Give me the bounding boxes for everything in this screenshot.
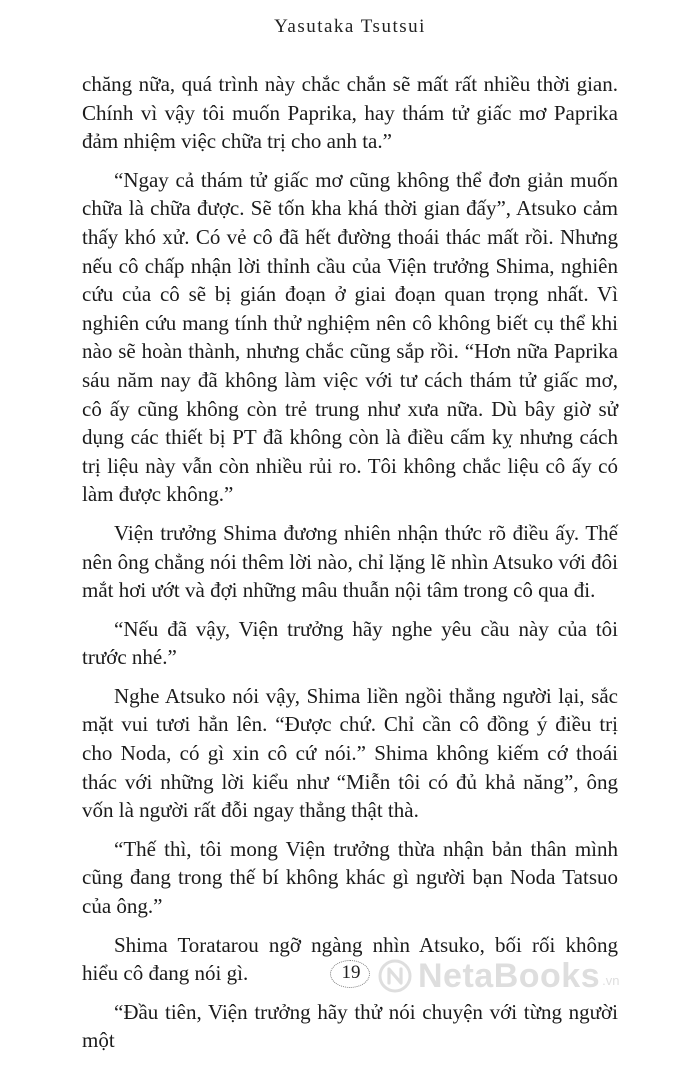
page-number: 19	[341, 962, 361, 983]
running-header: Yasutaka Tsutsui	[274, 16, 426, 37]
paragraph: Viện trưởng Shima đương nhiên nhận thức rõ điều ấy. Thế nên ông chẳng nói thêm lời nào, chỉ lặng lẽ nhìn Atsuko với đôi mắt hơi ướt và đợi những mâu thuẫn nội tâm trong cô qua đi.	[82, 520, 618, 603]
paragraph: “Đầu tiên, Viện trưởng hãy thử nói chuyện với từng người một	[82, 999, 618, 1053]
page-body	[82, 70, 618, 1065]
paragraph: chăng nữa, quá trình này chắc chắn sẽ mất rất nhiều thời gian. Chính vì vậy tôi muốn Paprika, hay thám tử giấc mơ Paprika đảm nhiệm việc chữa trị cho anh ta.”	[82, 72, 618, 154]
paragraph: “Thế thì, tôi mong Viện trưởng thừa nhận bản thân mình cũng đang trong thế bí không khác gì người bạn Noda Tatsuo của ông.”	[82, 836, 618, 919]
paragraph: Shima Toratarou ngỡ ngàng nhìn Atsuko, bối rối không hiểu cô đang nói gì.	[82, 932, 618, 986]
watermark-brand: NetaBooks	[418, 956, 601, 995]
paragraph: “Ngay cả thám tử giấc mơ cũng không thể đơn giản muốn chữa là chữa được. Sẽ tốn kha khá thời gian đấy”, Atsuko cảm thấy khó xử. Có vẻ cô đã hết đường thoái thác mất rồi. Nhưng nếu cô chấp nhận lời thỉnh cầu của Viện trưởng Shima, nghiên cứu của cô sẽ bị gián đoạn ở giai đoạn quan trọng nhất. Vì nghiên cứu mang tính thử nghiệm nên cô không biết cụ thể khi nào sẽ hoàn thành, nhưng chắc cũng sắp rồi. “Hơn nữa Paprika sáu năm nay đã không làm việc với tư cách thám tử giấc mơ, cô ấy cũng không còn trẻ trung như xưa nữa. Dù bây giờ sử dụng các thiết bị PT đã không còn là điều cấm kỵ nhưng cách trị liệu này vẫn còn nhiều rủi ro. Tôi không chắc liệu cô ấy có làm được không.”	[82, 167, 618, 507]
page-footer	[0, 958, 700, 998]
netabooks-logo-icon	[378, 959, 412, 993]
paragraph: “Nếu đã vậy, Viện trưởng hãy nghe yêu cầu này của tôi trước nhé.”	[82, 616, 618, 670]
paragraph: Nghe Atsuko nói vậy, Shima liền ngồi thẳng người lại, sắc mặt vui tươi hẳn lên. “Được chứ. Chỉ cần cô đồng ý điều trị cho Noda, có gì xin cô cứ nói.” Shima không kiếm cớ thoái thác với những lời kiểu như “Miễn tôi có đủ khả năng”, ông vốn là người rất đỗi ngay thẳng thật thà.	[82, 683, 618, 823]
watermark-suffix: .vn	[602, 973, 620, 988]
watermark	[378, 958, 698, 994]
